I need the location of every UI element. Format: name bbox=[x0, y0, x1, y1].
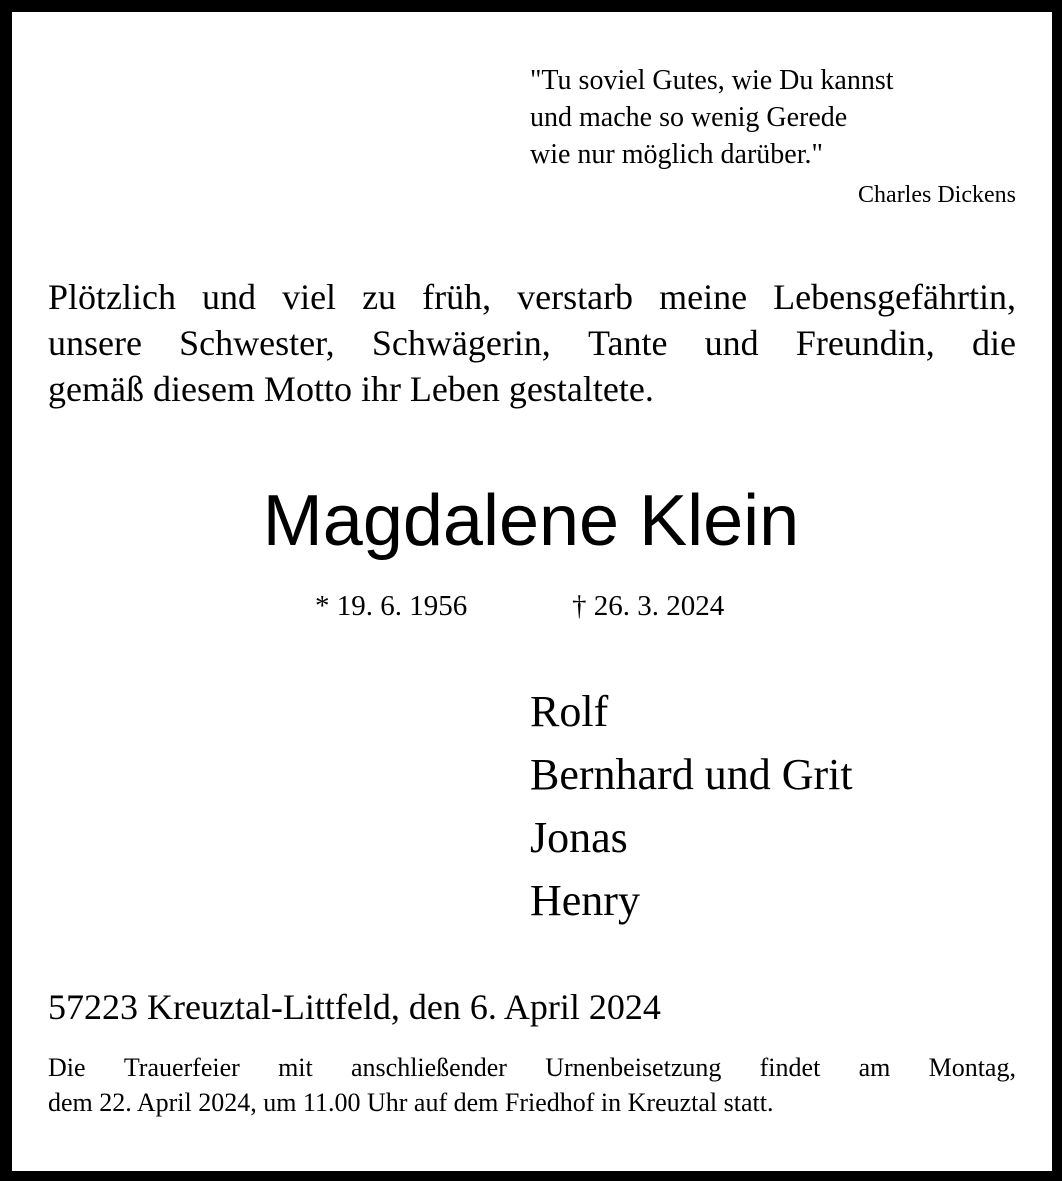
quote-line: und mache so wenig Gerede bbox=[530, 102, 848, 133]
motto-quote bbox=[530, 62, 1016, 208]
intro-line-3: gemäß diesem Motto ihr Leben gestaltete. bbox=[48, 369, 654, 409]
death-date: † 26. 3. 2024 bbox=[572, 590, 725, 622]
ceremony-word: mit bbox=[278, 1053, 313, 1082]
intro-paragraph bbox=[48, 274, 1016, 412]
intro-word: früh, bbox=[422, 277, 492, 317]
intro-word: Lebensgefährtin, bbox=[773, 277, 1016, 317]
ceremony-info bbox=[48, 1050, 1016, 1120]
ceremony-word: Die bbox=[48, 1053, 86, 1082]
intro-word: Schwägerin, bbox=[371, 323, 551, 363]
intro-word: Freundin, bbox=[795, 323, 935, 363]
deceased-name: Magdalene Klein bbox=[262, 481, 800, 561]
intro-line-1 bbox=[48, 274, 1016, 320]
ceremony-word: am bbox=[858, 1053, 891, 1082]
mourner-name: Bernhard und Grit bbox=[530, 750, 853, 799]
intro-word: meine bbox=[659, 277, 748, 317]
intro-line-2 bbox=[48, 320, 1016, 366]
mourner-name: Rolf bbox=[530, 687, 609, 736]
quote-line: wie nur möglich darüber." bbox=[530, 139, 823, 170]
ceremony-line-1 bbox=[48, 1050, 1016, 1085]
intro-word: Tante bbox=[588, 323, 668, 363]
intro-word: und bbox=[704, 323, 759, 363]
intro-word: Plötzlich bbox=[48, 277, 176, 317]
intro-word: und bbox=[202, 277, 257, 317]
ceremony-word: Trauerfeier bbox=[123, 1053, 240, 1082]
intro-word: zu bbox=[362, 277, 397, 317]
mourners-list bbox=[530, 680, 853, 932]
place-and-date: 57223 Kreuztal-Littfeld, den 6. April 2024 bbox=[48, 987, 661, 1027]
intro-word: die bbox=[972, 323, 1016, 363]
ceremony-word: anschließender bbox=[351, 1053, 507, 1082]
intro-word: verstarb bbox=[517, 277, 634, 317]
mourner-name: Henry bbox=[530, 876, 640, 925]
intro-word: unsere bbox=[48, 323, 142, 363]
quote-line: "Tu soviel Gutes, wie Du kannst bbox=[530, 65, 894, 96]
ceremony-word: Urnenbeisetzung bbox=[545, 1053, 722, 1082]
ceremony-line-2: dem 22. April 2024, um 11.00 Uhr auf dem Friedhof in Kreuztal statt. bbox=[48, 1088, 774, 1117]
quote-author: Charles Dickens bbox=[858, 182, 1016, 208]
birth-date: * 19. 6. 1956 bbox=[315, 590, 468, 622]
ceremony-word: findet bbox=[759, 1053, 821, 1082]
ceremony-word: Montag, bbox=[928, 1053, 1016, 1082]
intro-word: Schwester, bbox=[179, 323, 335, 363]
mourner-name: Jonas bbox=[530, 813, 628, 862]
intro-word: viel bbox=[282, 277, 337, 317]
